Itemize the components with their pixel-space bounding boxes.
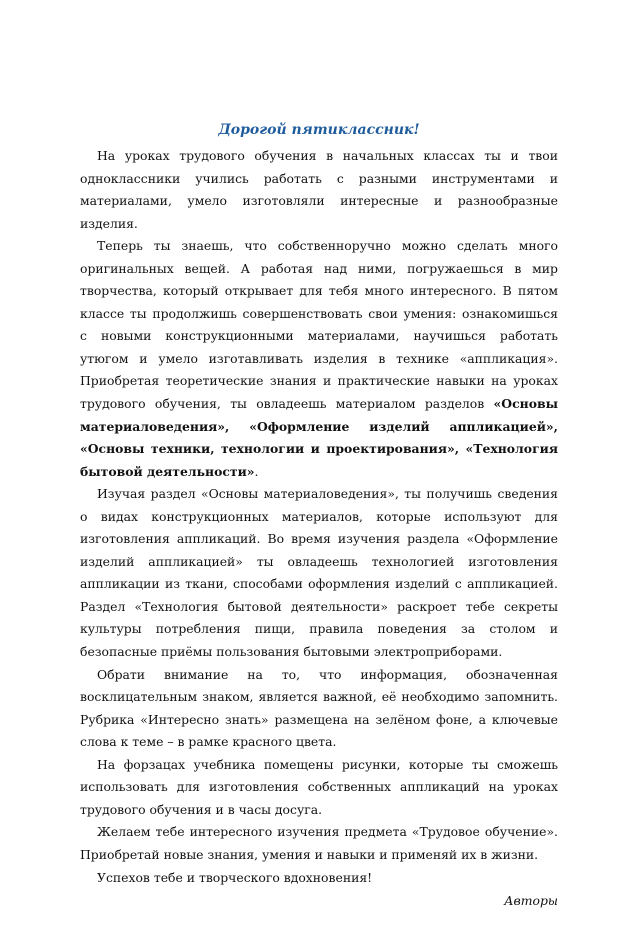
paragraph-2-bold-sections: «Основы материаловедения», «Оформление изделий аппликацией», «Основы техники, технологии и проектирования», «Технология бытовой деятельности» — [80, 396, 558, 479]
paragraph-2-text-after: . — [254, 463, 259, 479]
paragraph-1: На уроках трудового обучения в начальных классах ты и твои одноклассники учились работать с разными инструментами и материалами, умело изготовляли интересные и разнообразные изделия. — [80, 148, 558, 231]
paragraph-4: Обрати внимание на то, что информация, обозначенная восклицательным знаком, является важной, её необходимо запомнить. Рубрика «Интересно знать» размещена на зелёном фоне, а ключевые слова к теме – в рамке красного цвета. — [80, 666, 558, 750]
signature: Авторы — [504, 893, 558, 909]
paragraph-6: Желаем тебе интересного изучения предмета «Трудовое обучение». Приобретай новые знания, умения и навыки и применяй их в жизни. — [80, 824, 558, 862]
page-content — [80, 118, 558, 913]
paragraph-5: На форзацах учебника помещены рисунки, которые ты сможешь использовать для изготовления собственных аппликаций на уроках трудового обучения и в часы досуга. — [80, 756, 558, 817]
paragraph-7: Успехов тебе и творческого вдохновения! — [97, 869, 373, 885]
paragraph-2 — [80, 235, 558, 483]
paragraph-2-text-before: Теперь ты знаешь, что собственноручно можно сделать много оригинальных вещей. А работая над ними, погружаешься в мир творчества, который открывает для тебя много интересного. В пятом классе ты продолжишь совершенствовать свои умения: ознакомишься с новыми конструкционными материалами, научишься работать утюгом и умело изготавливать изделия в технике «аппликация». Приобретая теоретические знания и практические навыки на уроках трудового обучения, ты овладеешь материалом разделов — [80, 238, 558, 412]
paragraph-3: Изучая раздел «Основы материаловедения», ты получишь сведения о видах конструкционных материалов, которые используют для изготовления аппликаций. Во время изучения раздела «Оформление изделий аппликацией» ты овладеешь технологией изготовления аппликации из ткани, способами оформления изделий с аппликацией. Раздел «Технология бытовой деятельности» раскроет тебе секреты культуры потребления пищи, правила поведения за столом и безопасные приёмы пользования бытовыми электроприборами. — [80, 486, 558, 660]
page-title: Дорогой пятиклассник! — [218, 122, 420, 138]
